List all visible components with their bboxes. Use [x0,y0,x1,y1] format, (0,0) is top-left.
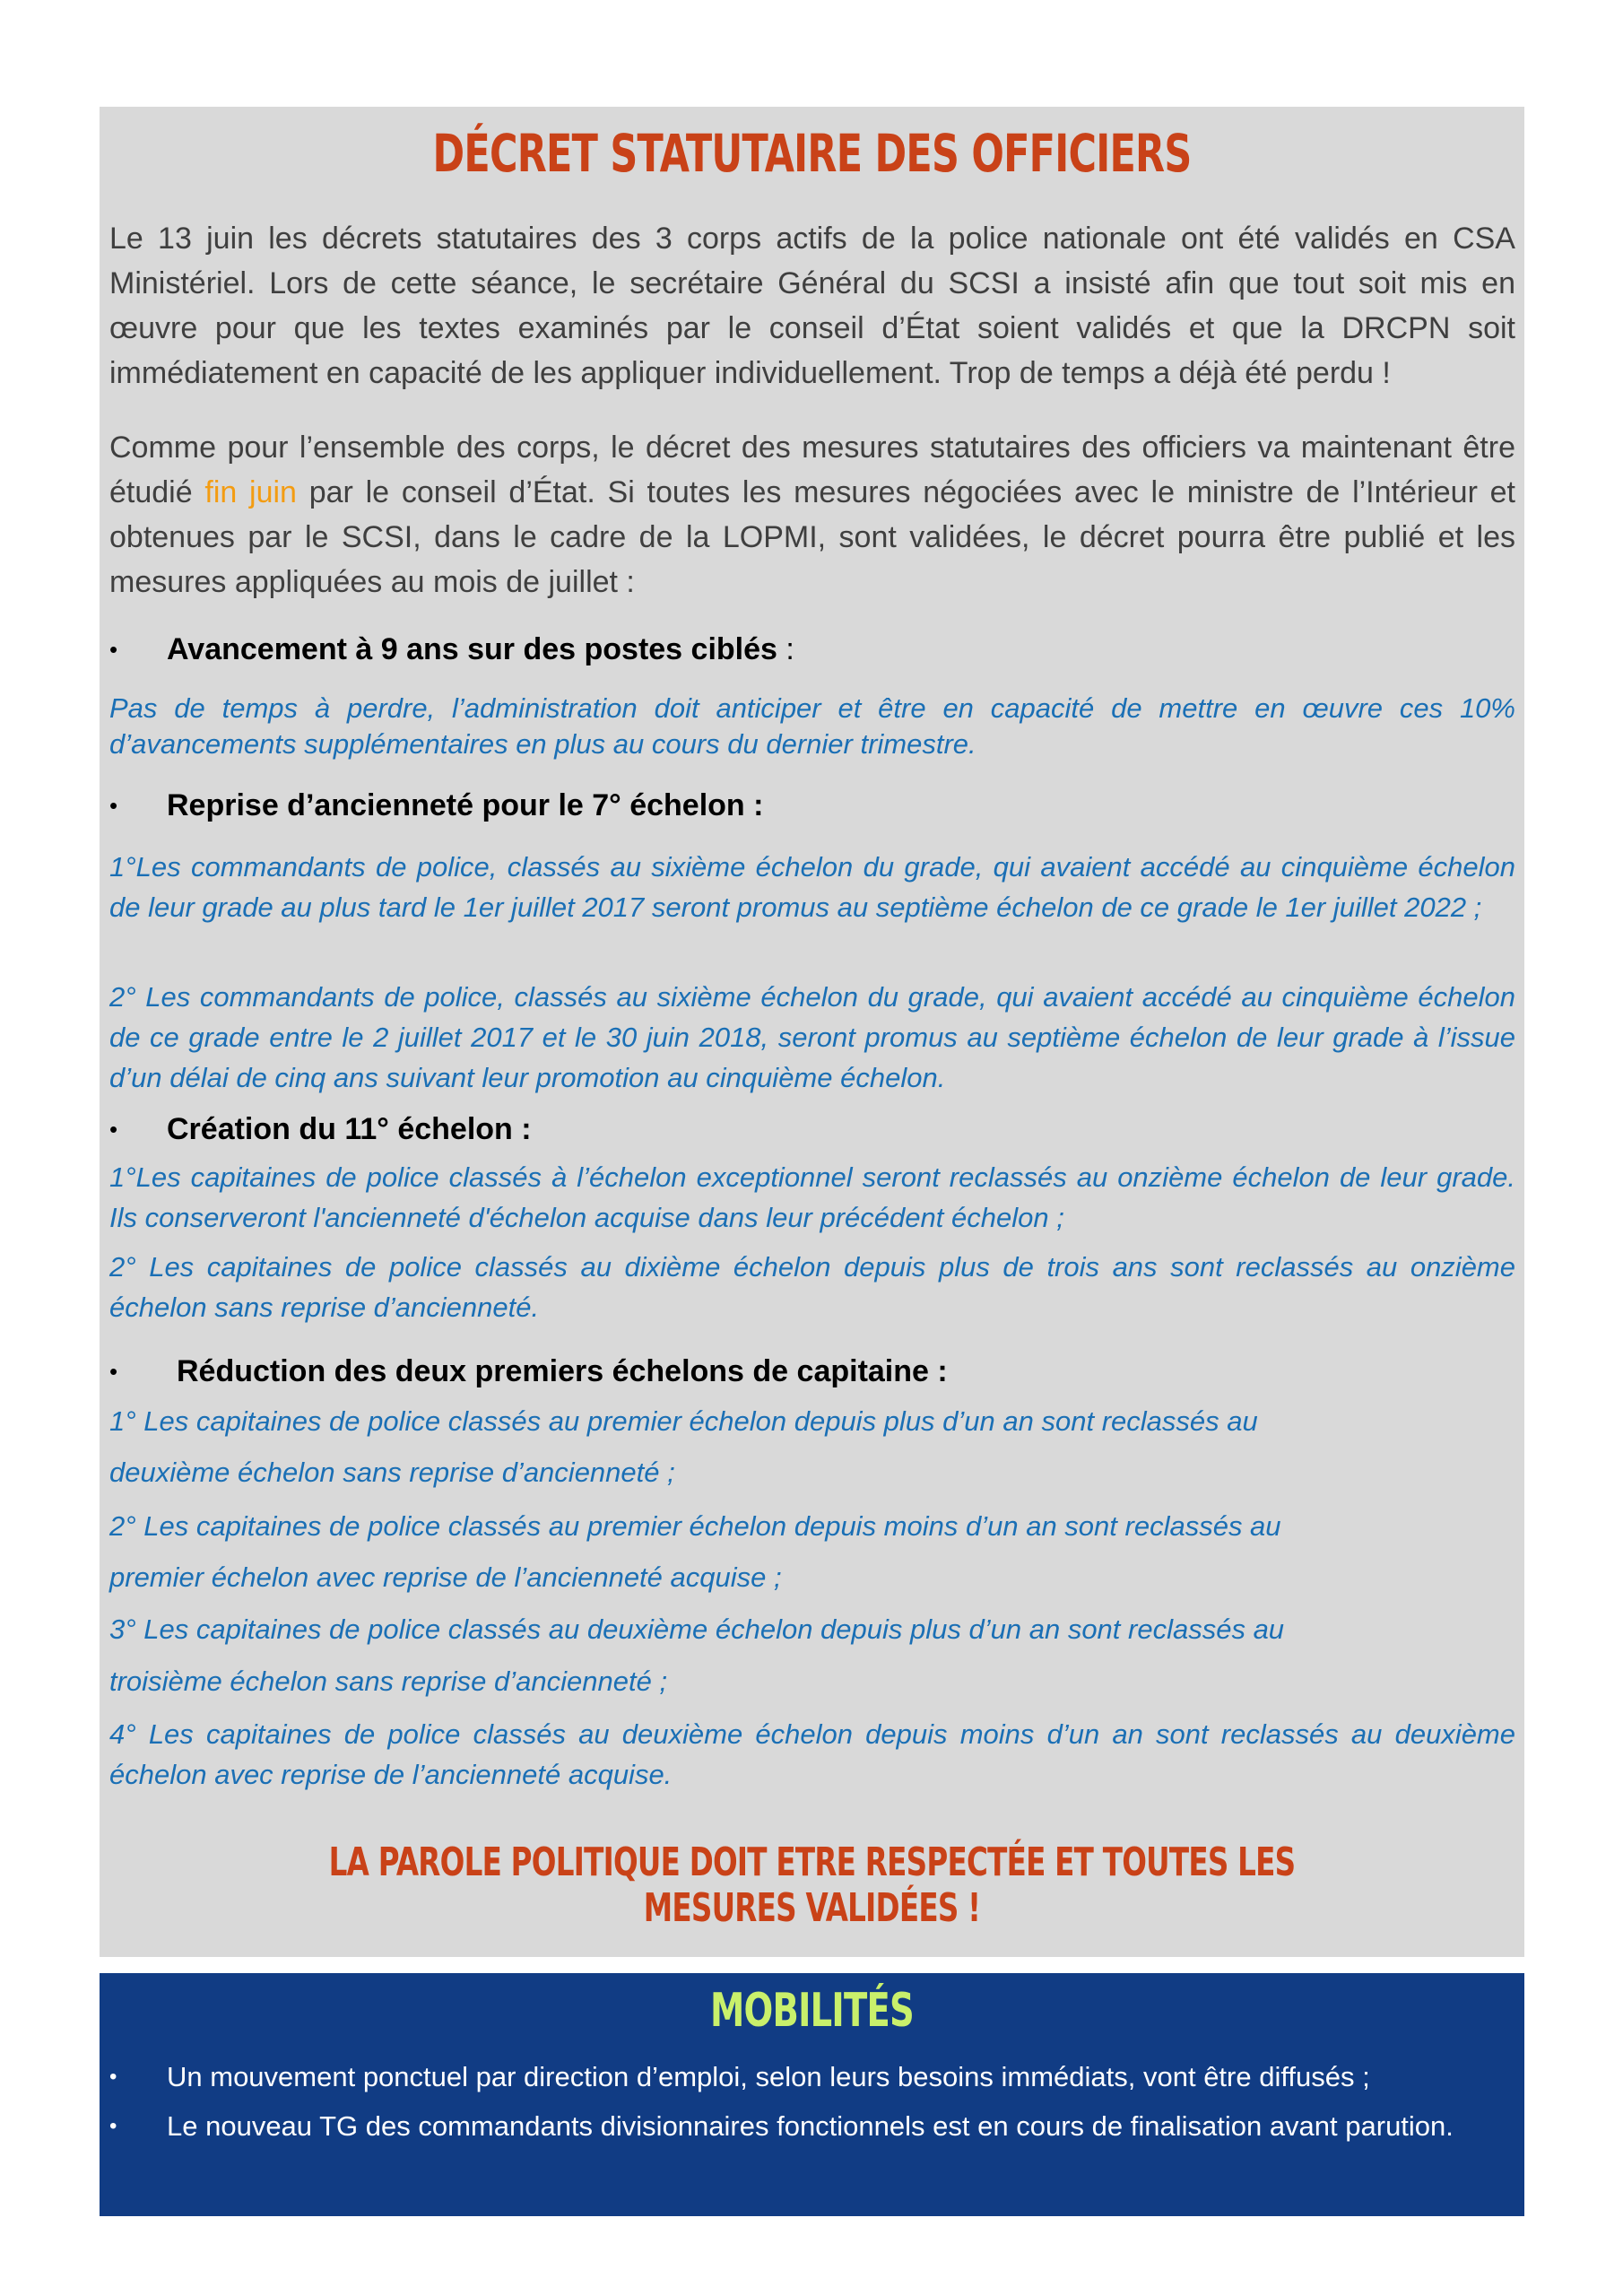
bullet-icon: • [109,2114,117,2138]
second-paragraph: Comme pour l’ensemble des corps, le décret des mesures statutaires des officiers va maintenant être étudié fin juin par le conseil d’État. Si toutes les mesures négociées avec le ministre de l’Intérieur et obtenues par le SCSI, dans le cadre de la LOPMI, sont validées, le décret pourra être publié et les mesures appliquées au mois de juillet : [109,430,1516,599]
measure-3-item-1: 1°Les capitaines de police classés à l’échelon exceptionnel seront reclassés au onzième échelon de leur grade. Ils conserveront l'ancienneté d'échelon acquise dans leur précédent échelon ; [109,1161,1515,1233]
highlight-fin-juin: fin juin [204,475,297,509]
closing-slogan: LA PAROLE POLITIQUE DOIT ETRE RESPECTÉE ET TOUTES LES MESURES VALIDÉES ! [328,1839,1296,1931]
measure-4-line-2: deuxième échelon sans reprise d’ancienneté ; [109,1457,675,1488]
measure-1-text: Pas de temps à perdre, l’administration doit anticiper et être en capacité de mettre en œuvre ces 10% d’avancements supplémentaires en plus au cours du dernier trimestre. [109,692,1515,760]
measure-2-item-1: 1°Les commandants de police, classés au sixième échelon du grade, qui avaient accédé au cinquième échelon de leur grade au plus tard le 1er juillet 2017 seront promus au septième échelon de ce grade le 1er juillet 2022 ; [109,851,1515,923]
bullet-icon: • [109,636,118,663]
measure-4-line-6: troisième échelon sans reprise d’ancienneté ; [109,1665,668,1697]
mobilites-title: MOBILITÉS [709,1984,915,2038]
measure-4-line-1: 1° Les capitaines de police classés au premier échelon depuis plus d’un an sont reclassés au [109,1405,1258,1437]
bullet-icon: • [109,792,118,819]
intro-paragraph: Le 13 juin les décrets statutaires des 3 corps actifs de la police nationale ont été validés en CSA Ministériel. Lors de cette séance, le secrétaire Général du SCSI a insisté afin que tout soit mis en œuvre pour que les textes examinés par le conseil d’État soient validés et que la DRCPN soit immédiatement en capacité de les appliquer individuellement. Trop de temps a déjà été perdu ! [109,222,1515,390]
measure-3-item-2: 2° Les capitaines de police classés au dixième échelon depuis plus de trois ans sont reclassés au onzième échelon sans reprise d’ancienneté. [109,1251,1515,1323]
measure-4-item-4: 4° Les capitaines de police classés au deuxième échelon depuis moins d’un an sont reclassés au deuxième échelon avec reprise de l’ancienneté acquise. [109,1718,1515,1790]
bullet-icon: • [109,1116,118,1143]
measure-4-line-4: premier échelon avec reprise de l’ancienneté acquise ; [109,1561,782,1593]
mobilites-section: MOBILITÉS • Un mouvement ponctuel par direction d’emploi, selon leurs besoins immédiats, vont être diffusés ; • Le nouveau TG des commandants divisionnaires fonctionnels est en cours de finalisation avant parution. [100,1973,1524,2216]
bullet-icon: • [109,2065,117,2089]
measure-4-line-5: 3° Les capitaines de police classés au deuxième échelon depuis plus d’un an sont reclassés au [109,1613,1285,1645]
bullet-icon: • [109,1358,118,1385]
measure-4-line-3: 2° Les capitaines de police classés au premier échelon depuis moins d’un an sont reclassés au [109,1510,1281,1542]
officers-title: DÉCRET STATUTAIRE DES OFFICIERS [432,123,1192,184]
measure-2-item-2: 2° Les commandants de police, classés au sixième échelon du grade, qui avaient accédé au cinquième échelon de ce grade entre le 2 juillet 2017 et le 30 juin 2018, seront promus au septième échelon de leur grade à l’issue d’un délai de cinq ans suivant leur promotion au cinquième échelon. [109,981,1515,1093]
officers-section: DÉCRET STATUTAIRE DES OFFICIERS Le 13 juin les décrets statutaires des 3 corps actifs de la police nationale ont été validés en CSA Ministériel. Lors de cette séance, le secrétaire Général du SCSI a insisté afin que tout soit mis en œuvre pour que les textes examinés par le conseil d’État soient validés et que la DRCPN soit immédiatement en capacité de les appliquer individuellement. Trop de temps a déjà été perdu ! Comme pour l’ensemble des corps, le décret des mesures statutaires des officiers va maintenant être étudié fin juin par le conseil d’État. Si toutes les mesures négociées avec le ministre de l’Intérieur et obtenues par le SCSI, dans le cadre de la LOPMI, sont validées, le décret pourra être publié et les mesures appliquées au mois de juillet : • Avancement à 9 ans sur des postes ciblés : Pas de temps à perdre, l’administration doit anticiper et être en capacité de mettre en œuvre ces 10% d’avancements supplémentaires en plus au cours du dernier trimestre. • Reprise d’ancienneté pour le 7° échelon : 1°Les commandants de police, classés au sixième échelon du grade, qui avaient accédé au cinquième échelon de leur grade au plus tard le 1er juillet 2017 seront promus au septième échelon de ce grade le 1er juillet 2022 ; 2° Les commandants de police, classés au sixième échelon du grade, qui avaient accédé au cinquième échelon de ce grade entre le 2 juillet 2017 et le 30 juin 2018, seront promus au septième échelon de leur grade à l’issue d’un délai de cinq ans suivant leur promotion au cinquième échelon. • Création du 11° échelon : 1°Les capitaines de police classés à l’échelon exceptionnel seront reclassés au onzième échelon de leur grade. Ils conserveront l'ancienneté d'échelon acquise dans leur précédent échelon ; 2° Les capitaines de police classés au dixième échelon depuis plus de trois ans sont reclassés au onzième échelon sans reprise d’ancienneté. • Réduction des deux premiers échelons de capitaine : 1° Les capitaines de police classés au premier échelon depuis plus d’un an sont reclassés au deuxième échelon sans reprise d’ancienneté ; 2° Les capitaines de police classés au premier échelon depuis moins d’un an sont reclassés au premier échelon avec reprise de l’ancienneté acquise ; 3° Les capitaines de police classés au deuxième échelon depuis plus d’un an sont reclassés au troisième échelon sans reprise d’ancienneté ; 4° Les capitaines de police classés au deuxième échelon depuis moins d’un an sont reclassés au deuxième échelon avec reprise de l’ancienneté acquise. LA PAROLE POLITIQUE DOIT ETRE RESPECTÉE ET TOUTES LES MESURES VALIDÉES ! [100,107,1524,1957]
